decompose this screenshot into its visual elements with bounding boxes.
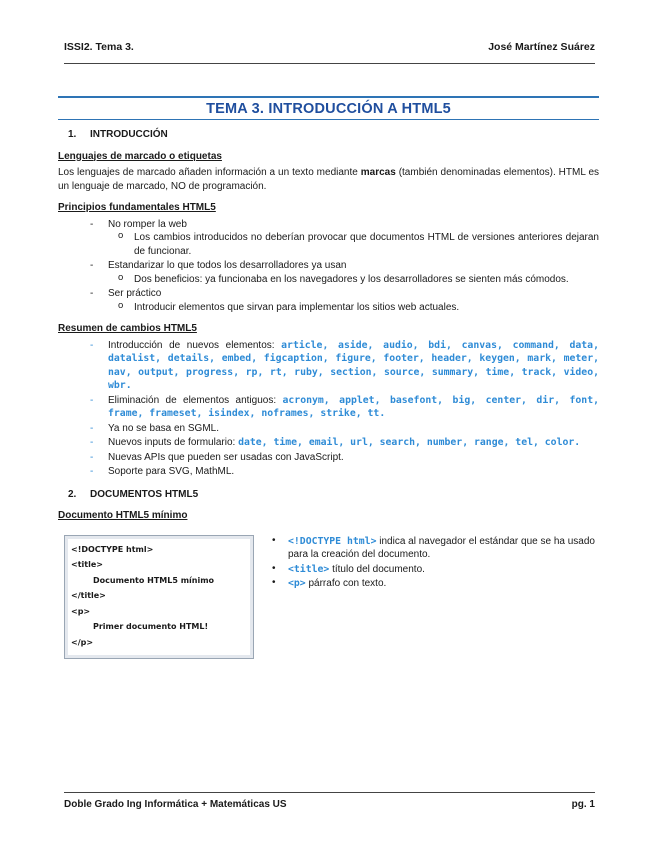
list-item [58,287,599,314]
code-elements: date, time, email, url, search, number, range, tel, color. [238,437,581,448]
code-line: Documento HTML5 mínimo [93,575,215,585]
code-tag: <p> [288,578,306,589]
item-text: título del documento. [329,563,425,575]
list-item [58,259,599,286]
code-example-box [64,535,254,659]
item-text: Ya no se basa en SGML. [108,422,219,434]
subheading-documento: Documento HTML5 mínimo [58,510,188,521]
item-text: No romper la web [108,218,187,230]
list-item [58,218,599,259]
text: Los lenguajes de marcado añaden información a un texto mediante [58,167,361,178]
title-rule-top [58,96,599,98]
item-text: Soporte para SVG, MathML. [108,466,235,477]
resumen-list [58,339,599,479]
footer-divider [64,792,595,793]
sub-list-item: o Dos beneficios: ya funcionaba en los navegadores y los desarrolladores se sienten más cómodos. [108,273,599,287]
item-text: Eliminación de elementos antiguos: [108,394,283,406]
code-elements: acronym, applet, basefont, big, center, dir, font, frame, frameset, isindex, noframes, strike, tt. [108,394,600,419]
footer-degree: Doble Grado Ing Informática + Matemáticas US [64,799,287,810]
item-text: párrafo con texto. [305,578,387,589]
paragraph-lenguajes [58,166,599,193]
header-course: ISSI2. Tema 3. [64,41,134,53]
section-number: 1. [68,129,77,140]
documento-area [58,527,599,677]
sub-list [108,273,599,287]
section-title: DOCUMENTOS HTML5 [90,488,199,500]
code-line: Primer documento HTML! [93,622,209,632]
code-line: </title> [71,591,106,601]
text: (también denominadas elementos). HTML es un lenguaje de marcado, NO de programación. [58,167,600,192]
item-text: Ser práctico [108,288,162,299]
list-item [58,339,599,393]
section-number: 2. [68,488,77,500]
item-text: Nuevos inputs de formulario: [108,437,239,448]
subheading-lenguajes: Lenguajes de marcado o etiquetas [58,150,222,162]
header-author: José Martínez Suárez [488,41,595,53]
code-line: <title> [71,560,103,570]
code-line: <!DOCTYPE html> [71,544,154,554]
page-title: TEMA 3. INTRODUCCIÓN A HTML5 [206,101,451,117]
header-divider [64,63,595,64]
subheading-resumen: Resumen de cambios HTML5 [58,323,197,334]
section-heading-1 [68,128,599,142]
bullet-item [270,563,599,577]
bold-term: marcas [360,167,396,178]
bullet-item [270,577,599,591]
sub-list-item: o Introducir elementos que sirvan para implementar los sitios web actuales. [108,301,599,315]
page-number: pg. 1 [571,799,595,810]
list-item [58,451,599,465]
bullet-item [270,535,599,562]
sub-list-item: o Los cambios introducidos no deberían provocar que documentos HTML de versiones anteriores dejaran de funcionar. [108,231,599,258]
title-rule-bottom [58,119,599,120]
section-heading-2 [68,488,599,502]
code-tag: <!DOCTYPE html> [288,535,377,547]
subheading-principios: Principios fundamentales HTML5 [58,202,216,213]
item-text: indica al navegador el estándar que se ha usado para la creación del documento. [288,535,595,560]
list-item [58,436,599,450]
code-tag: <title> [288,563,330,575]
item-text: Introducción de nuevos elementos: [108,339,282,351]
code-line: </p> [71,638,94,648]
list-item [58,465,599,479]
sub-list [108,231,599,258]
documento-bullets [270,535,599,592]
list-item [58,422,599,436]
list-item [58,394,599,421]
code-elements: article, aside, audio, bdi, canvas, command, data, datalist, details, embed, figcaption, figure, footer, header, keygen, mark, meter, nav, output, progress, rp, rt, ruby, section, source, summary, time, track, video, wbr. [108,339,599,391]
principios-list [58,218,599,315]
section-title: INTRODUCCIÓN [90,129,168,140]
item-text: Nuevas APIs que pueden ser usadas con JavaScript. [108,451,344,463]
item-text: Estandarizar lo que todos los desarrolladores ya usan [108,260,347,271]
document-body [58,124,599,677]
sub-list [108,301,599,315]
code-line: <p> [71,606,91,616]
